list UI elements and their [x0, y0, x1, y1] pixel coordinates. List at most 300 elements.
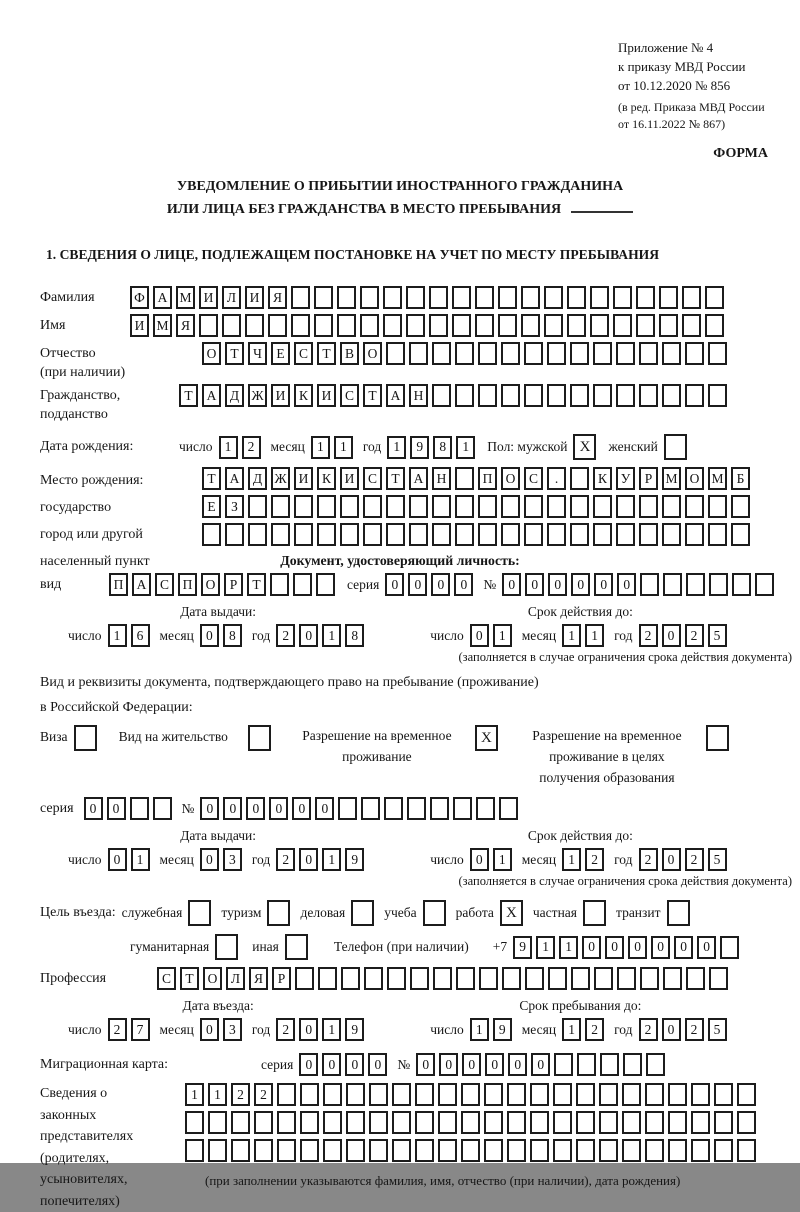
char-cell[interactable]: [433, 967, 452, 990]
char-cell[interactable]: [507, 1083, 526, 1106]
purpose-private-checkbox[interactable]: [583, 900, 606, 926]
char-cell[interactable]: 1: [493, 848, 512, 871]
char-cell[interactable]: [430, 797, 449, 820]
char-cell[interactable]: А: [409, 467, 428, 490]
char-cell[interactable]: 2: [639, 1018, 658, 1041]
char-cell[interactable]: [525, 967, 544, 990]
char-cell[interactable]: [294, 523, 313, 546]
char-cell[interactable]: 0: [408, 573, 427, 596]
char-cell[interactable]: [245, 314, 264, 337]
visa-checkbox[interactable]: [74, 725, 97, 751]
char-cell[interactable]: [570, 495, 589, 518]
char-cell[interactable]: [616, 523, 635, 546]
char-cell[interactable]: О: [201, 573, 220, 596]
purpose-work-checkbox[interactable]: X: [500, 900, 523, 926]
char-cell[interactable]: [554, 1053, 573, 1076]
char-cell[interactable]: [663, 967, 682, 990]
temp-permit-checkbox[interactable]: X: [475, 725, 498, 751]
char-cell[interactable]: Т: [317, 342, 336, 365]
char-cell[interactable]: О: [501, 467, 520, 490]
purpose-tourism-checkbox[interactable]: [267, 900, 290, 926]
char-cell[interactable]: [639, 495, 658, 518]
char-cell[interactable]: И: [199, 286, 218, 309]
char-cell[interactable]: [453, 797, 472, 820]
char-cell[interactable]: [432, 384, 451, 407]
char-cell[interactable]: [323, 1111, 342, 1134]
char-cell[interactable]: [662, 384, 681, 407]
char-cell[interactable]: 0: [299, 848, 318, 871]
char-cell[interactable]: [478, 495, 497, 518]
char-cell[interactable]: 0: [439, 1053, 458, 1076]
char-cell[interactable]: [340, 495, 359, 518]
char-cell[interactable]: Е: [271, 342, 290, 365]
char-cell[interactable]: [705, 314, 724, 337]
char-cell[interactable]: 0: [269, 797, 288, 820]
char-cell[interactable]: [369, 1111, 388, 1134]
char-cell[interactable]: 1: [493, 624, 512, 647]
char-cell[interactable]: [346, 1111, 365, 1134]
char-cell[interactable]: Я: [176, 314, 195, 337]
char-cell[interactable]: Б: [731, 467, 750, 490]
char-cell[interactable]: И: [317, 384, 336, 407]
char-cell[interactable]: [277, 1083, 296, 1106]
char-cell[interactable]: 1: [536, 936, 555, 959]
char-cell[interactable]: [599, 1083, 618, 1106]
char-cell[interactable]: [755, 573, 774, 596]
char-cell[interactable]: 2: [276, 1018, 295, 1041]
char-cell[interactable]: [392, 1139, 411, 1162]
char-cell[interactable]: [501, 384, 520, 407]
char-cell[interactable]: [341, 967, 360, 990]
char-cell[interactable]: 5: [708, 624, 727, 647]
char-cell[interactable]: [498, 286, 517, 309]
char-cell[interactable]: [662, 523, 681, 546]
char-cell[interactable]: [222, 314, 241, 337]
char-cell[interactable]: Н: [432, 467, 451, 490]
char-cell[interactable]: Ф: [130, 286, 149, 309]
char-cell[interactable]: З: [225, 495, 244, 518]
char-cell[interactable]: .: [547, 467, 566, 490]
char-cell[interactable]: 0: [662, 624, 681, 647]
char-cell[interactable]: С: [157, 967, 176, 990]
char-cell[interactable]: 1: [311, 436, 330, 459]
char-cell[interactable]: У: [616, 467, 635, 490]
char-cell[interactable]: [346, 1139, 365, 1162]
char-cell[interactable]: С: [294, 342, 313, 365]
char-cell[interactable]: [409, 495, 428, 518]
char-cell[interactable]: [547, 523, 566, 546]
char-cell[interactable]: И: [130, 314, 149, 337]
char-cell[interactable]: 1: [108, 624, 127, 647]
char-cell[interactable]: [530, 1111, 549, 1134]
char-cell[interactable]: 1: [322, 624, 341, 647]
char-cell[interactable]: [639, 342, 658, 365]
char-cell[interactable]: [291, 314, 310, 337]
purpose-official-checkbox[interactable]: [188, 900, 211, 926]
char-cell[interactable]: 1: [185, 1083, 204, 1106]
char-cell[interactable]: [567, 286, 586, 309]
char-cell[interactable]: [576, 1111, 595, 1134]
char-cell[interactable]: [623, 1053, 642, 1076]
residence-permit-checkbox[interactable]: [248, 725, 271, 751]
char-cell[interactable]: 1: [219, 436, 238, 459]
char-cell[interactable]: [685, 384, 704, 407]
char-cell[interactable]: [392, 1111, 411, 1134]
char-cell[interactable]: [300, 1139, 319, 1162]
char-cell[interactable]: [530, 1139, 549, 1162]
char-cell[interactable]: [153, 797, 172, 820]
char-cell[interactable]: [521, 314, 540, 337]
char-cell[interactable]: 1: [562, 624, 581, 647]
char-cell[interactable]: [318, 967, 337, 990]
char-cell[interactable]: [363, 523, 382, 546]
char-cell[interactable]: [316, 573, 335, 596]
char-cell[interactable]: П: [178, 573, 197, 596]
char-cell[interactable]: А: [202, 384, 221, 407]
char-cell[interactable]: [570, 523, 589, 546]
char-cell[interactable]: [455, 523, 474, 546]
char-cell[interactable]: Е: [202, 495, 221, 518]
char-cell[interactable]: 2: [585, 1018, 604, 1041]
purpose-transit-checkbox[interactable]: [667, 900, 690, 926]
char-cell[interactable]: [714, 1111, 733, 1134]
char-cell[interactable]: [553, 1111, 572, 1134]
char-cell[interactable]: И: [271, 384, 290, 407]
char-cell[interactable]: 0: [454, 573, 473, 596]
char-cell[interactable]: [714, 1139, 733, 1162]
char-cell[interactable]: [386, 342, 405, 365]
char-cell[interactable]: [682, 314, 701, 337]
char-cell[interactable]: [708, 495, 727, 518]
char-cell[interactable]: [646, 1053, 665, 1076]
char-cell[interactable]: А: [225, 467, 244, 490]
char-cell[interactable]: [314, 314, 333, 337]
char-cell[interactable]: [576, 1139, 595, 1162]
char-cell[interactable]: [622, 1111, 641, 1134]
char-cell[interactable]: [691, 1111, 710, 1134]
char-cell[interactable]: П: [109, 573, 128, 596]
char-cell[interactable]: [686, 967, 705, 990]
char-cell[interactable]: 1: [131, 848, 150, 871]
char-cell[interactable]: [600, 1053, 619, 1076]
char-cell[interactable]: 0: [617, 573, 636, 596]
char-cell[interactable]: [553, 1083, 572, 1106]
char-cell[interactable]: Т: [363, 384, 382, 407]
purpose-humanitarian-checkbox[interactable]: [215, 934, 238, 960]
char-cell[interactable]: 0: [674, 936, 693, 959]
char-cell[interactable]: Л: [222, 286, 241, 309]
char-cell[interactable]: [429, 286, 448, 309]
char-cell[interactable]: Т: [247, 573, 266, 596]
char-cell[interactable]: [231, 1111, 250, 1134]
char-cell[interactable]: [346, 1083, 365, 1106]
char-cell[interactable]: [317, 523, 336, 546]
char-cell[interactable]: 1: [334, 436, 353, 459]
char-cell[interactable]: 0: [470, 848, 489, 871]
char-cell[interactable]: [640, 573, 659, 596]
char-cell[interactable]: [668, 1083, 687, 1106]
char-cell[interactable]: Ж: [271, 467, 290, 490]
char-cell[interactable]: [199, 314, 218, 337]
char-cell[interactable]: 8: [433, 436, 452, 459]
char-cell[interactable]: [479, 967, 498, 990]
char-cell[interactable]: [300, 1111, 319, 1134]
char-cell[interactable]: [593, 495, 612, 518]
char-cell[interactable]: [456, 967, 475, 990]
char-cell[interactable]: 2: [276, 848, 295, 871]
char-cell[interactable]: В: [340, 342, 359, 365]
char-cell[interactable]: 0: [594, 573, 613, 596]
char-cell[interactable]: [383, 286, 402, 309]
char-cell[interactable]: [691, 1083, 710, 1106]
char-cell[interactable]: [208, 1139, 227, 1162]
purpose-business-checkbox[interactable]: [351, 900, 374, 926]
char-cell[interactable]: [225, 523, 244, 546]
char-cell[interactable]: [277, 1111, 296, 1134]
char-cell[interactable]: Я: [249, 967, 268, 990]
char-cell[interactable]: [524, 523, 543, 546]
char-cell[interactable]: [406, 314, 425, 337]
char-cell[interactable]: Ч: [248, 342, 267, 365]
char-cell[interactable]: 2: [108, 1018, 127, 1041]
char-cell[interactable]: 5: [708, 1018, 727, 1041]
char-cell[interactable]: [360, 286, 379, 309]
char-cell[interactable]: [502, 967, 521, 990]
char-cell[interactable]: [291, 286, 310, 309]
char-cell[interactable]: А: [132, 573, 151, 596]
char-cell[interactable]: Т: [386, 467, 405, 490]
char-cell[interactable]: [323, 1139, 342, 1162]
char-cell[interactable]: [691, 1139, 710, 1162]
char-cell[interactable]: [636, 314, 655, 337]
char-cell[interactable]: 9: [345, 848, 364, 871]
char-cell[interactable]: 0: [84, 797, 103, 820]
char-cell[interactable]: 1: [387, 436, 406, 459]
char-cell[interactable]: [682, 286, 701, 309]
char-cell[interactable]: [617, 967, 636, 990]
char-cell[interactable]: [337, 314, 356, 337]
char-cell[interactable]: [645, 1111, 664, 1134]
char-cell[interactable]: 2: [242, 436, 261, 459]
char-cell[interactable]: [300, 1083, 319, 1106]
char-cell[interactable]: [668, 1139, 687, 1162]
char-cell[interactable]: Т: [179, 384, 198, 407]
char-cell[interactable]: С: [363, 467, 382, 490]
char-cell[interactable]: [386, 523, 405, 546]
char-cell[interactable]: [553, 1139, 572, 1162]
char-cell[interactable]: 0: [200, 1018, 219, 1041]
char-cell[interactable]: 0: [662, 848, 681, 871]
char-cell[interactable]: [659, 286, 678, 309]
char-cell[interactable]: 0: [322, 1053, 341, 1076]
char-cell[interactable]: 6: [131, 624, 150, 647]
char-cell[interactable]: [571, 967, 590, 990]
char-cell[interactable]: [599, 1111, 618, 1134]
char-cell[interactable]: [576, 1083, 595, 1106]
char-cell[interactable]: [407, 797, 426, 820]
char-cell[interactable]: [737, 1083, 756, 1106]
char-cell[interactable]: [613, 314, 632, 337]
char-cell[interactable]: 0: [368, 1053, 387, 1076]
char-cell[interactable]: 0: [223, 797, 242, 820]
char-cell[interactable]: [590, 286, 609, 309]
char-cell[interactable]: [461, 1083, 480, 1106]
char-cell[interactable]: П: [478, 467, 497, 490]
char-cell[interactable]: М: [153, 314, 172, 337]
char-cell[interactable]: [645, 1139, 664, 1162]
char-cell[interactable]: Д: [248, 467, 267, 490]
char-cell[interactable]: [524, 342, 543, 365]
char-cell[interactable]: [599, 1139, 618, 1162]
char-cell[interactable]: [547, 342, 566, 365]
char-cell[interactable]: [314, 286, 333, 309]
char-cell[interactable]: [438, 1083, 457, 1106]
char-cell[interactable]: [202, 523, 221, 546]
char-cell[interactable]: [544, 286, 563, 309]
char-cell[interactable]: [663, 573, 682, 596]
char-cell[interactable]: [369, 1083, 388, 1106]
char-cell[interactable]: Р: [224, 573, 243, 596]
char-cell[interactable]: [461, 1111, 480, 1134]
char-cell[interactable]: [708, 384, 727, 407]
char-cell[interactable]: 7: [131, 1018, 150, 1041]
char-cell[interactable]: Ж: [248, 384, 267, 407]
char-cell[interactable]: [268, 314, 287, 337]
char-cell[interactable]: 2: [685, 624, 704, 647]
char-cell[interactable]: 0: [485, 1053, 504, 1076]
char-cell[interactable]: [475, 286, 494, 309]
char-cell[interactable]: [478, 523, 497, 546]
char-cell[interactable]: С: [524, 467, 543, 490]
char-cell[interactable]: [645, 1083, 664, 1106]
char-cell[interactable]: [363, 495, 382, 518]
char-cell[interactable]: [705, 286, 724, 309]
char-cell[interactable]: [476, 797, 495, 820]
char-cell[interactable]: [593, 384, 612, 407]
char-cell[interactable]: [685, 495, 704, 518]
char-cell[interactable]: 8: [223, 624, 242, 647]
char-cell[interactable]: [636, 286, 655, 309]
char-cell[interactable]: [338, 797, 357, 820]
char-cell[interactable]: Р: [639, 467, 658, 490]
char-cell[interactable]: [452, 286, 471, 309]
char-cell[interactable]: С: [340, 384, 359, 407]
char-cell[interactable]: К: [317, 467, 336, 490]
char-cell[interactable]: [337, 286, 356, 309]
char-cell[interactable]: 3: [223, 1018, 242, 1041]
char-cell[interactable]: 1: [208, 1083, 227, 1106]
char-cell[interactable]: [548, 967, 567, 990]
char-cell[interactable]: [570, 342, 589, 365]
char-cell[interactable]: [662, 495, 681, 518]
char-cell[interactable]: Т: [202, 467, 221, 490]
char-cell[interactable]: [498, 314, 517, 337]
char-cell[interactable]: М: [176, 286, 195, 309]
char-cell[interactable]: [294, 495, 313, 518]
sex-male-checkbox[interactable]: X: [573, 434, 596, 460]
char-cell[interactable]: 0: [345, 1053, 364, 1076]
char-cell[interactable]: [521, 286, 540, 309]
char-cell[interactable]: [507, 1111, 526, 1134]
char-cell[interactable]: Т: [180, 967, 199, 990]
char-cell[interactable]: 0: [292, 797, 311, 820]
purpose-other-checkbox[interactable]: [285, 934, 308, 960]
char-cell[interactable]: 8: [345, 624, 364, 647]
char-cell[interactable]: 1: [585, 624, 604, 647]
char-cell[interactable]: 0: [502, 573, 521, 596]
char-cell[interactable]: [475, 314, 494, 337]
sex-female-checkbox[interactable]: [664, 434, 687, 460]
char-cell[interactable]: [340, 523, 359, 546]
char-cell[interactable]: 0: [662, 1018, 681, 1041]
char-cell[interactable]: [185, 1111, 204, 1134]
char-cell[interactable]: [737, 1139, 756, 1162]
char-cell[interactable]: М: [662, 467, 681, 490]
char-cell[interactable]: 0: [582, 936, 601, 959]
char-cell[interactable]: [409, 342, 428, 365]
char-cell[interactable]: 2: [276, 624, 295, 647]
char-cell[interactable]: 0: [651, 936, 670, 959]
char-cell[interactable]: 0: [299, 1018, 318, 1041]
char-cell[interactable]: [429, 314, 448, 337]
char-cell[interactable]: [570, 384, 589, 407]
char-cell[interactable]: [501, 342, 520, 365]
char-cell[interactable]: 9: [410, 436, 429, 459]
char-cell[interactable]: 0: [508, 1053, 527, 1076]
char-cell[interactable]: 0: [107, 797, 126, 820]
char-cell[interactable]: [484, 1111, 503, 1134]
char-cell[interactable]: [720, 936, 739, 959]
char-cell[interactable]: [732, 573, 751, 596]
char-cell[interactable]: М: [708, 467, 727, 490]
char-cell[interactable]: [271, 495, 290, 518]
char-cell[interactable]: 0: [697, 936, 716, 959]
char-cell[interactable]: [544, 314, 563, 337]
char-cell[interactable]: 1: [322, 1018, 341, 1041]
char-cell[interactable]: 0: [548, 573, 567, 596]
char-cell[interactable]: [387, 967, 406, 990]
char-cell[interactable]: [547, 495, 566, 518]
char-cell[interactable]: [501, 523, 520, 546]
char-cell[interactable]: [524, 384, 543, 407]
char-cell[interactable]: 2: [639, 848, 658, 871]
char-cell[interactable]: [731, 523, 750, 546]
char-cell[interactable]: [386, 495, 405, 518]
char-cell[interactable]: [622, 1083, 641, 1106]
char-cell[interactable]: К: [593, 467, 612, 490]
char-cell[interactable]: 0: [628, 936, 647, 959]
char-cell[interactable]: [248, 523, 267, 546]
char-cell[interactable]: 0: [525, 573, 544, 596]
char-cell[interactable]: 0: [416, 1053, 435, 1076]
char-cell[interactable]: И: [340, 467, 359, 490]
char-cell[interactable]: [406, 286, 425, 309]
char-cell[interactable]: [577, 1053, 596, 1076]
char-cell[interactable]: 1: [559, 936, 578, 959]
char-cell[interactable]: [616, 495, 635, 518]
char-cell[interactable]: Л: [226, 967, 245, 990]
char-cell[interactable]: [364, 967, 383, 990]
char-cell[interactable]: [662, 342, 681, 365]
char-cell[interactable]: 2: [685, 1018, 704, 1041]
char-cell[interactable]: 2: [231, 1083, 250, 1106]
char-cell[interactable]: [231, 1139, 250, 1162]
char-cell[interactable]: 3: [223, 848, 242, 871]
char-cell[interactable]: С: [155, 573, 174, 596]
char-cell[interactable]: [731, 495, 750, 518]
char-cell[interactable]: [248, 495, 267, 518]
char-cell[interactable]: 2: [685, 848, 704, 871]
